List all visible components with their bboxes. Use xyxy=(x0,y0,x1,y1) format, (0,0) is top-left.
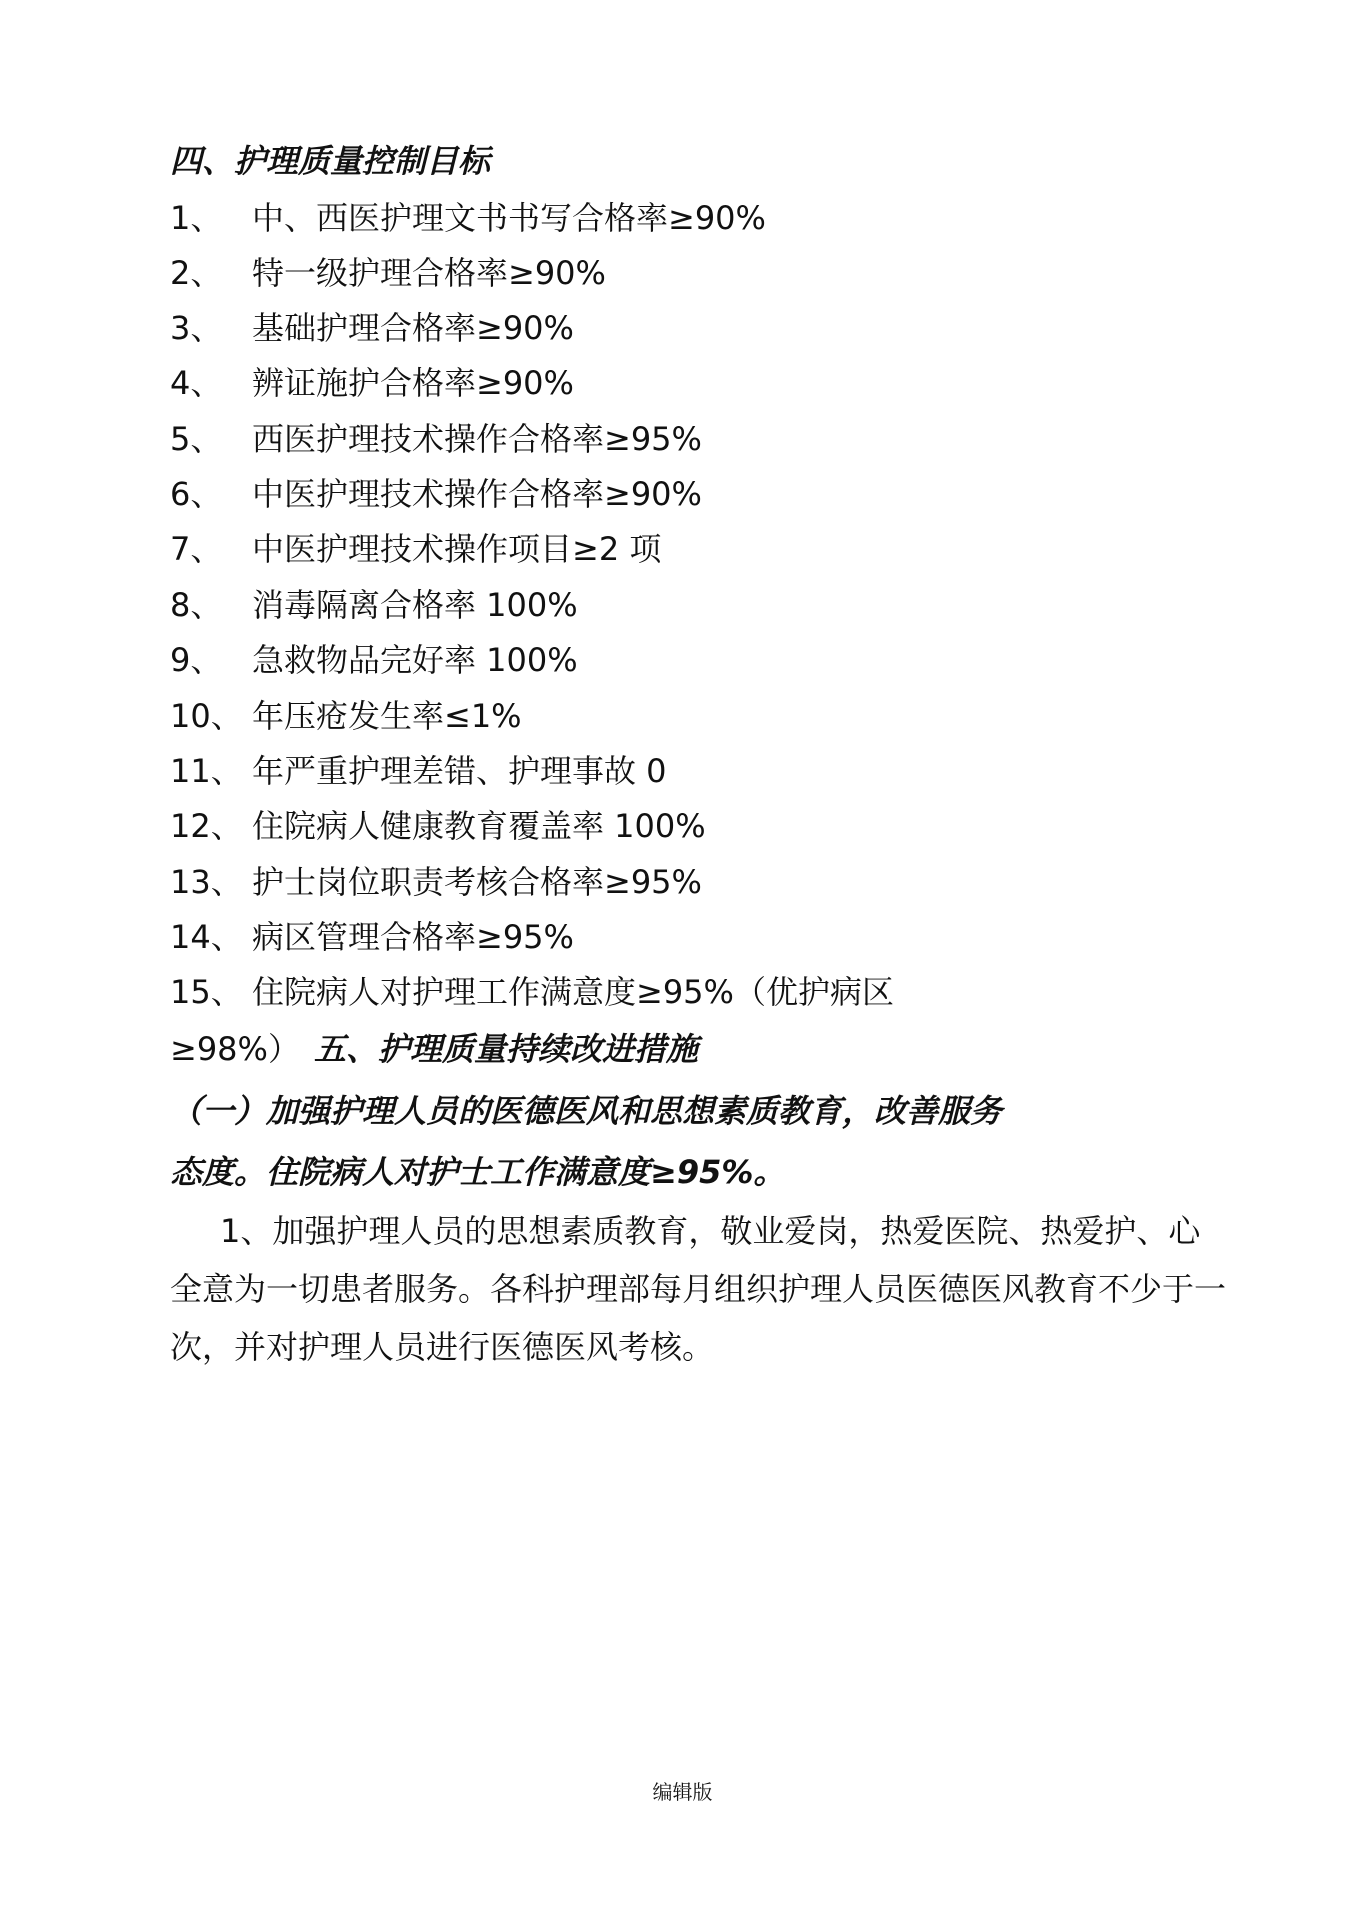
item-text: 消毒隔离合格率 100% xyxy=(252,586,578,624)
item-text: 特一级护理合格率≥90% xyxy=(252,254,606,292)
item-number: 13、 xyxy=(170,863,243,901)
target-item-2 xyxy=(170,253,606,293)
item-number: 3、 xyxy=(170,309,223,347)
item-number: 4、 xyxy=(170,364,223,402)
target-item-4 xyxy=(170,363,574,403)
item-number: 6、 xyxy=(170,475,223,513)
section5-heading: 五、护理质量持续改进措施 xyxy=(313,1030,698,1068)
target-item-10 xyxy=(170,696,522,736)
item-text: 年严重护理差错、护理事故 0 xyxy=(252,752,667,790)
item-number: 14、 xyxy=(170,918,243,956)
item-number: 15、 xyxy=(170,973,243,1011)
item-number: 9、 xyxy=(170,641,223,679)
item-text: 中医护理技术操作合格率≥90% xyxy=(252,475,702,513)
item-text: 基础护理合格率≥90% xyxy=(252,309,574,347)
target-item-1 xyxy=(170,198,766,238)
item-text: 西医护理技术操作合格率≥95% xyxy=(252,420,702,458)
target-item-6 xyxy=(170,474,702,514)
measure-paragraph: 1、加强护理人员的思想素质教育，敬业爱岗，热爱医院、热爱护、心全意为一切患者服务。各科护理部每月组织护理人员医德医风教育不少于一次，并对护理人员进行医德医风考核。 xyxy=(170,1212,1227,1366)
target-item-7 xyxy=(170,529,661,569)
item-number: 12、 xyxy=(170,807,243,845)
item15-continuation: ≥98%） xyxy=(170,1030,300,1068)
target-item-14 xyxy=(170,917,574,957)
subheading-line-2: 态度。住院病人对护士工作满意度≥95%。 xyxy=(170,1153,786,1191)
target-item-3 xyxy=(170,308,574,348)
target-item-5 xyxy=(170,419,702,459)
subheading-line-1: （一）加强护理人员的医德医风和思想素质教育，改善服务 xyxy=(170,1092,1003,1130)
section4-heading: 四、护理质量控制目标 xyxy=(170,142,491,180)
item-text: 中、西医护理文书书写合格率≥90% xyxy=(252,199,766,237)
item-number: 11、 xyxy=(170,752,243,790)
item-number: 2、 xyxy=(170,254,223,292)
item-number: 8、 xyxy=(170,586,223,624)
target-item-8 xyxy=(170,585,578,625)
target-item-13 xyxy=(170,862,702,902)
target-item-12 xyxy=(170,806,706,846)
item-number: 1、 xyxy=(170,199,223,237)
target-item-11 xyxy=(170,751,667,791)
item-text: 护士岗位职责考核合格率≥95% xyxy=(252,863,702,901)
item-number: 5、 xyxy=(170,420,223,458)
target-item-9 xyxy=(170,640,578,680)
page-footer: 编辑版 xyxy=(652,1780,713,1804)
item-text: 辨证施护合格率≥90% xyxy=(252,364,574,402)
item-text: 住院病人对护理工作满意度≥95%（优护病区 xyxy=(252,973,894,1011)
item-text: 病区管理合格率≥95% xyxy=(252,918,574,956)
item-text: 急救物品完好率 100% xyxy=(252,641,578,679)
item-text: 中医护理技术操作项目≥2 项 xyxy=(252,530,662,568)
item-number: 10、 xyxy=(170,697,243,735)
item-number: 7、 xyxy=(170,530,223,568)
item-text: 年压疮发生率≤1% xyxy=(252,697,522,735)
item15-continuation-line xyxy=(170,1029,698,1069)
target-item-15 xyxy=(170,972,894,1012)
item-text: 住院病人健康教育覆盖率 100% xyxy=(252,807,706,845)
